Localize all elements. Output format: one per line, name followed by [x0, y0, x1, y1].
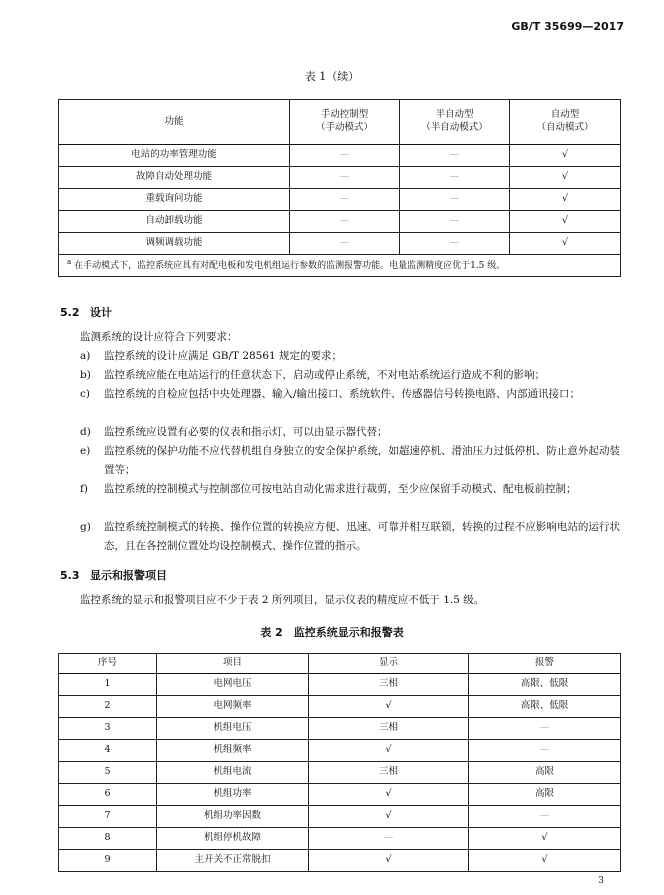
table2-col-display: 显示 — [309, 654, 469, 674]
table-cell: 高限、低限 — [469, 674, 621, 696]
section-5-3-text: 监控系统的显示和报警项目应不少于表 2 所列项目，显示仪表的精度应不低于 1.5 级。 — [80, 594, 485, 606]
table-cell: — — [309, 828, 469, 850]
table2-caption: 表 2 监控系统显示和报警表 — [260, 626, 404, 639]
table-cell: √ — [510, 167, 621, 189]
table-cell: 主开关不正常脱扣 — [157, 850, 309, 872]
table-cell: 三相 — [309, 718, 469, 740]
table-cell: 机组功率 — [157, 784, 309, 806]
table-cell: — — [400, 145, 510, 167]
table-row — [59, 189, 621, 211]
table-row — [59, 806, 621, 828]
table-cell: √ — [309, 784, 469, 806]
table-row — [59, 211, 621, 233]
table-cell: 机组功率因数 — [157, 806, 309, 828]
table-cell: 电站的功率管理功能 — [59, 145, 290, 167]
table1-col-function: 功能 — [59, 100, 290, 145]
table-cell: 三相 — [309, 674, 469, 696]
table-row — [59, 740, 621, 762]
table-cell: 4 — [59, 740, 157, 762]
table-cell: 机组电流 — [157, 762, 309, 784]
table-cell: 电网频率 — [157, 696, 309, 718]
table-cell: 9 — [59, 850, 157, 872]
table1-col-auto: 自动型 （自动模式） — [510, 100, 621, 145]
table-cell: √ — [309, 740, 469, 762]
table-cell: — — [290, 189, 400, 211]
table-cell: 5 — [59, 762, 157, 784]
table-cell: 高限 — [469, 762, 621, 784]
table-row — [59, 718, 621, 740]
table-cell: 自动卸载功能 — [59, 211, 290, 233]
table-cell: — — [469, 806, 621, 828]
table-cell: — — [400, 211, 510, 233]
table2 — [58, 653, 621, 872]
table2-header-row — [59, 654, 621, 674]
table1-note-row — [59, 255, 621, 277]
table2-col-item: 项目 — [157, 654, 309, 674]
table-cell: √ — [309, 696, 469, 718]
table1-col-semi: 半自动型 （半自动模式） — [400, 100, 510, 145]
table-cell: √ — [309, 806, 469, 828]
table-cell: — — [290, 233, 400, 255]
table-cell: 2 — [59, 696, 157, 718]
table-cell: 机组频率 — [157, 740, 309, 762]
table1-caption: 表 1（续） — [304, 70, 360, 83]
table-row — [59, 674, 621, 696]
table-cell: — — [290, 145, 400, 167]
table-cell: 3 — [59, 718, 157, 740]
table1-note: $^a$ 在手动模式下，监控系统应具有对配电板和发电机组运行参数的监测报警功能。电量监测精度应优于1.5 级。 — [59, 255, 621, 277]
table-cell: 调频调载功能 — [59, 233, 290, 255]
table-cell: √ — [309, 850, 469, 872]
table-row — [59, 850, 621, 872]
table-cell: 8 — [59, 828, 157, 850]
table-cell: — — [400, 233, 510, 255]
table-cell: √ — [510, 233, 621, 255]
table-cell: √ — [510, 189, 621, 211]
table1-header-row — [59, 100, 621, 145]
table-cell: 机组停机故障 — [157, 828, 309, 850]
table-cell: 6 — [59, 784, 157, 806]
section-5-3-heading: 5.3 显示和报警项目 — [60, 569, 167, 582]
table-row — [59, 784, 621, 806]
table-cell: 高限、低限 — [469, 696, 621, 718]
table-cell: 7 — [59, 806, 157, 828]
table-cell: 电网电压 — [157, 674, 309, 696]
table-cell: √ — [469, 850, 621, 872]
table-cell: √ — [510, 211, 621, 233]
table-cell: 故障自动处理功能 — [59, 167, 290, 189]
table-cell: — — [400, 167, 510, 189]
table-cell: — — [469, 718, 621, 740]
table-cell: √ — [510, 145, 621, 167]
table-cell: — — [469, 740, 621, 762]
table-row — [59, 762, 621, 784]
table2-col-index: 序号 — [59, 654, 157, 674]
table-cell: 重载询问功能 — [59, 189, 290, 211]
section-5-2-heading: 5.2 设计 — [60, 306, 112, 319]
table-cell: 机组电压 — [157, 718, 309, 740]
standard-code: GB/T 35699—2017 — [511, 20, 624, 33]
table-row — [59, 828, 621, 850]
table-cell: — — [290, 167, 400, 189]
table-cell: 三相 — [309, 762, 469, 784]
table-row — [59, 167, 621, 189]
table-cell: — — [400, 189, 510, 211]
table-cell: — — [290, 211, 400, 233]
table-cell: 1 — [59, 674, 157, 696]
table-row — [59, 145, 621, 167]
table-row — [59, 233, 621, 255]
table2-col-alarm: 报警 — [469, 654, 621, 674]
table-cell: 高限 — [469, 784, 621, 806]
page-number: 3 — [598, 876, 604, 886]
table-row — [59, 696, 621, 718]
table1-col-manual: 手动控制型 （手动模式） — [290, 100, 400, 145]
section-5-2-intro: 监测系统的设计应符合下列要求： — [80, 331, 238, 343]
table-cell: √ — [469, 828, 621, 850]
table1 — [58, 99, 621, 277]
